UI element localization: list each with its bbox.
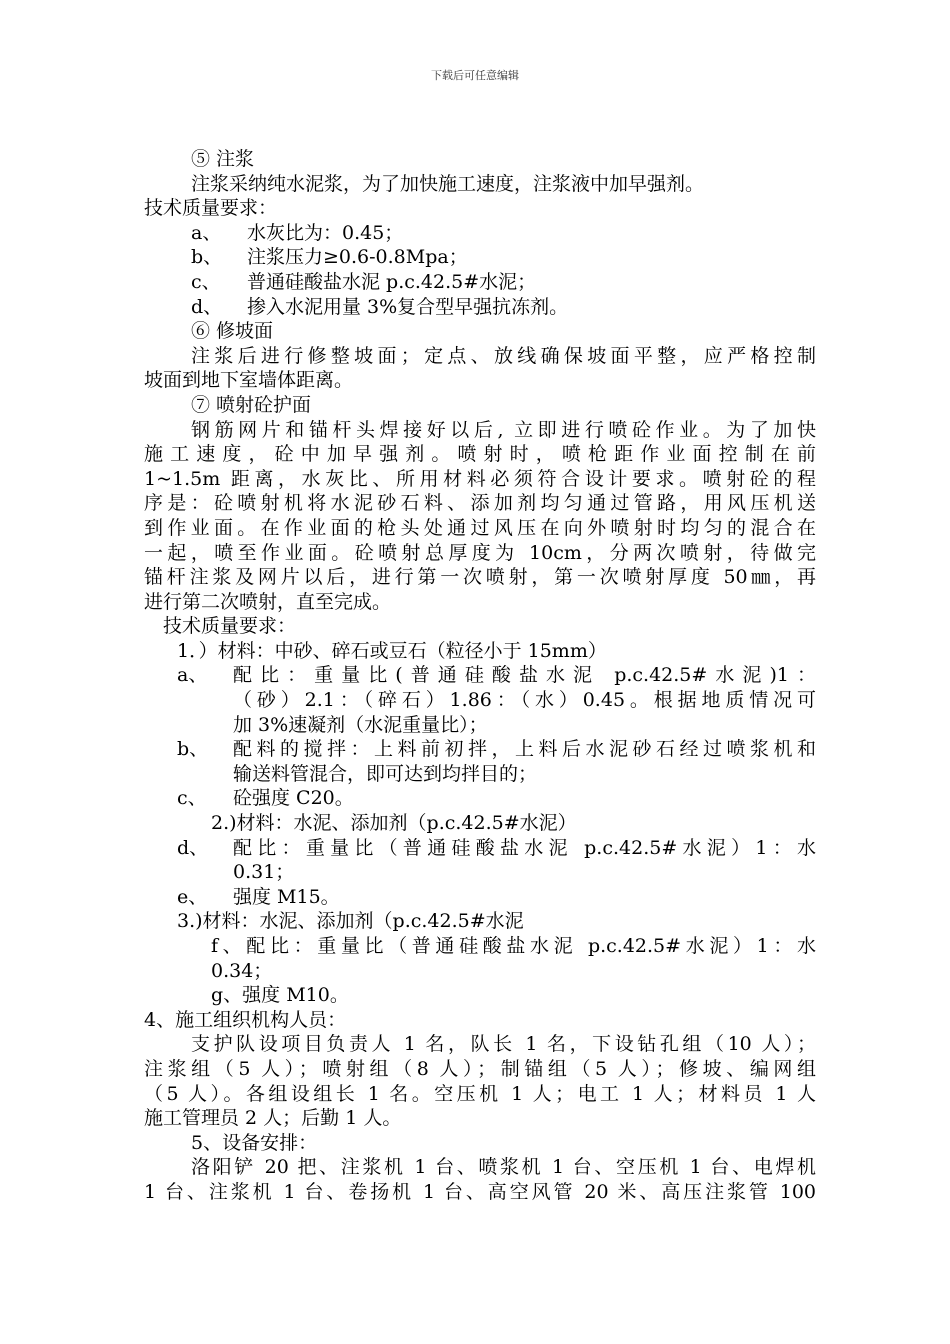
document-body — [144, 147, 816, 1205]
paragraph-line: 锚杆注浆及网片以后，进行第一次喷射，第一次喷射厚度 50㎜，再 — [144, 566, 816, 589]
paragraph-line: 坡面到地下室墙体距离。 — [144, 369, 354, 392]
list-marker: a、 — [177, 664, 208, 687]
section-title-organization: 4、施工组织机构人员： — [144, 1008, 347, 1031]
paragraph-line: 支护队设项目负责人 1 名，队长 1 名，下设钻孔组（10 人）； — [191, 1033, 816, 1056]
list-marker: c、 — [177, 787, 207, 810]
list-marker: b、 — [177, 738, 209, 761]
list-text-continued: 0.31； — [233, 861, 295, 884]
list-marker: d、 — [191, 295, 223, 318]
list-item: g、强度 M10。 — [211, 984, 349, 1007]
list-marker: b、 — [191, 246, 223, 269]
list-text: 普通硅酸盐水泥 p.c.42.5#水泥； — [247, 270, 537, 293]
paragraph-line: 序是：砼喷射机将水泥砂石料、添加剂均匀通过管路，用风压机送 — [144, 492, 816, 515]
list-marker: d、 — [177, 836, 209, 859]
paragraph: 注浆采纳纯水泥浆，为了加快施工速度，注浆液中加早强剂。 — [191, 172, 705, 195]
list-text-continued: 加 3%速凝剂（水泥重量比）； — [233, 713, 488, 736]
section-title-shotcrete: ⑦ 喷射砼护面 — [191, 393, 312, 416]
paragraph-line: 洛阳铲 20 把、注浆机 1 台、喷浆机 1 台、空压机 1 台、电焊机 — [191, 1156, 816, 1179]
paragraph-line: 施工速度，砼中加早强剂。喷射时，喷枪距作业面控制在前 — [144, 443, 816, 466]
list-item — [144, 295, 816, 320]
list-text-continued: 0.34； — [211, 959, 273, 982]
list-item: f、配比：重量比（普通硅酸盐水泥 p.c.42.5#水泥）1：水 — [211, 935, 816, 957]
paragraph-line: 进行第二次喷射，直至完成。 — [144, 590, 392, 613]
list-text: 水灰比为：0.45； — [247, 221, 404, 244]
list-item — [144, 885, 816, 910]
list-text: 掺入水泥用量 3%复合型早强抗冻剂。 — [247, 295, 569, 318]
section-title-grouting: ⑤ 注浆 — [191, 148, 255, 170]
list-text: 配比：重量比(普通硅酸盐水泥 p.c.42.5#水泥)1： — [233, 664, 816, 687]
page-header: 下载后可任意编辑 — [431, 69, 519, 82]
section-title-slope: ⑥ 修坡面 — [191, 320, 274, 343]
list-text: 注浆压力≥0.6-0.8Mpa； — [247, 246, 468, 269]
list-text: 配料的搅拌：上料前初拌，上料后水泥砂石经过喷浆机和 — [233, 738, 816, 761]
paragraph-line: 注浆组（5 人）；喷射组（8 人）；制锚组（5 人）；修坡、编网组 — [144, 1057, 816, 1080]
subheading: 技术质量要求： — [144, 197, 278, 220]
list-text: 配比：重量比（普通硅酸盐水泥 p.c.42.5#水泥）1：水 — [233, 836, 816, 859]
list-marker: c、 — [191, 270, 221, 293]
paragraph-line: 到作业面。在作业面的枪头处通过风压在向外喷射时均匀的混合在 — [144, 516, 816, 539]
section-title-equipment: 5、设备安排： — [191, 1131, 318, 1154]
list-item — [144, 737, 816, 762]
subheading: 技术质量要求： — [163, 615, 297, 638]
paragraph-line: 注浆后进行修整坡面；定点、放线确保坡面平整，应严格控制 — [191, 344, 816, 367]
list-marker: e、 — [177, 885, 208, 908]
list-item — [144, 836, 816, 861]
paragraph-line: 一起，喷至作业面。砼喷射总厚度为 10cm，分两次喷射，待做完 — [144, 541, 816, 564]
paragraph-line: （5 人）。各组设组长 1 名。空压机 1 人；电工 1 人；材料员 1 人 — [144, 1082, 816, 1105]
list-marker: a、 — [191, 221, 222, 244]
list-item — [144, 786, 816, 811]
material-heading: 3.)材料：水泥、添加剂（p.c.42.5#水泥 — [177, 910, 524, 933]
paragraph-line: 施工管理员 2 人；后勤 1 人。 — [144, 1107, 402, 1130]
list-item — [144, 270, 816, 295]
list-item — [144, 245, 816, 270]
list-item — [144, 221, 816, 246]
list-text-continued: 输送料管混合，即可达到均拌目的； — [233, 762, 538, 785]
paragraph-line: 1~1.5m 距离，水灰比、所用材料必须符合设计要求。喷射砼的程 — [144, 467, 816, 490]
list-text: 强度 M15。 — [233, 885, 340, 908]
list-text: 砼强度 C20。 — [233, 787, 354, 810]
list-item — [144, 663, 816, 688]
material-heading: 1．）材料：中砂、碎石或豆石（粒径小于 15mm） — [177, 639, 607, 662]
paragraph-line: 1 台、注浆机 1 台、卷扬机 1 台、高空风管 20 米、高压注浆管 100 — [144, 1180, 816, 1203]
paragraph-line: 钢筋网片和锚杆头焊接好以后, 立即进行喷砼作业。为了加快 — [191, 418, 816, 441]
material-heading: 2.)材料：水泥、添加剂（p.c.42.5#水泥） — [211, 812, 577, 835]
list-text-continued: （砂）2.1：（碎石）1.86：（水）0.45。根据地质情况可 — [233, 689, 816, 712]
